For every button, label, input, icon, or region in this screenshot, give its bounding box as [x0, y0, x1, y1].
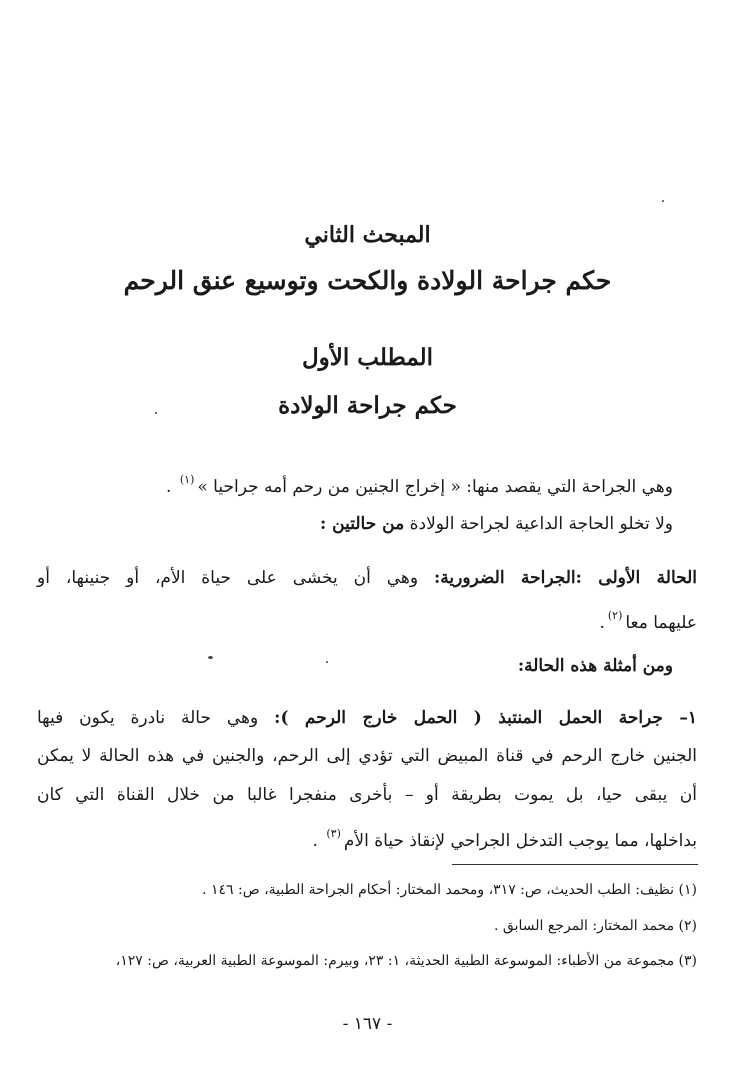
example-one-end: . [312, 831, 318, 851]
cases-intro-bold: من حالتين : [319, 514, 405, 534]
case-one-heading: الحالة الأولى :الجراحة الضرورية: [434, 568, 698, 588]
examples-heading: ومن أمثلة هذه الحالة: [517, 656, 673, 676]
example-one-heading: ١– جراحة الحمل المنتبذ ( الحمل خارج الرحم ): [274, 708, 698, 728]
page-number: - ١٦٧ - [342, 1014, 393, 1034]
footnote-ref-2: (٢) [607, 609, 623, 622]
case-one-text: وهي أن يخشى على حياة الأم، أو جنينها، أو [37, 568, 419, 588]
example-one-line-1 [37, 706, 697, 730]
scan-speck [155, 412, 157, 414]
scan-speck [208, 656, 213, 659]
example-one-line-2: الجنين خارج الرحم في قناة المبيض التي تؤدي إلى الرحم، والجنين في هذه الحالة لا يمكن [37, 746, 697, 766]
paragraph-definition-text: وهي الجراحة التي يقصد منها: « إخراج الجنين من رحم أمه جراحيا » [197, 477, 673, 497]
paragraph-cases-intro [13, 512, 673, 536]
footnote-2: (٢) محمد المختار: المرجع السابق . [494, 918, 697, 934]
case-one-line-2 [37, 604, 697, 635]
paragraph-end: . [166, 477, 172, 497]
example-one-continuation: بداخلها، مما يوجب التدخل الجراحي لإنقاذ حياة الأم [343, 831, 697, 851]
example-one-text: وهي حالة نادرة يكون فيها [37, 708, 259, 728]
section-title: حكم جراحة الولادة والكحت وتوسيع عنق الرحم [123, 266, 612, 295]
footnote-1: (١) نظيف: الطب الحديث، ص: ٣١٧، ومحمد المختار: أحكام الجراحة الطبية، ص: ١٤٦ . [202, 882, 697, 898]
cases-intro-text: ولا تخلو الحاجة الداعية لجراحة الولادة [409, 514, 673, 534]
paragraph-definition [13, 468, 673, 499]
subsection-title: حكم جراحة الولادة [278, 392, 457, 419]
footnote-separator [452, 864, 698, 865]
subsection-heading: المطلب الأول [301, 344, 434, 371]
scan-speck [662, 200, 664, 202]
section-heading: المبحث الثاني [304, 222, 431, 248]
case-one-end: . [599, 613, 605, 633]
case-one-line-1 [37, 566, 697, 590]
scan-speck [326, 661, 328, 663]
footnote-ref-1: (١) [179, 473, 195, 486]
example-one-line-3: أن يبقى حيا، بل يموت بطريقة أو – بأخرى منفجرا غالبا من خلال القناة التي كان [37, 785, 697, 805]
case-one-continuation: عليهما معا [625, 613, 697, 633]
footnote-3: (٣) مجموعة من الأطباء: الموسوعة الطبية الحديثة، ١: ٢٣، وبيرم: الموسوعة الطبية العربية، ص: ١٢٧، [115, 953, 697, 969]
example-one-line-4 [37, 822, 697, 853]
footnote-ref-3: (٣) [326, 827, 341, 840]
